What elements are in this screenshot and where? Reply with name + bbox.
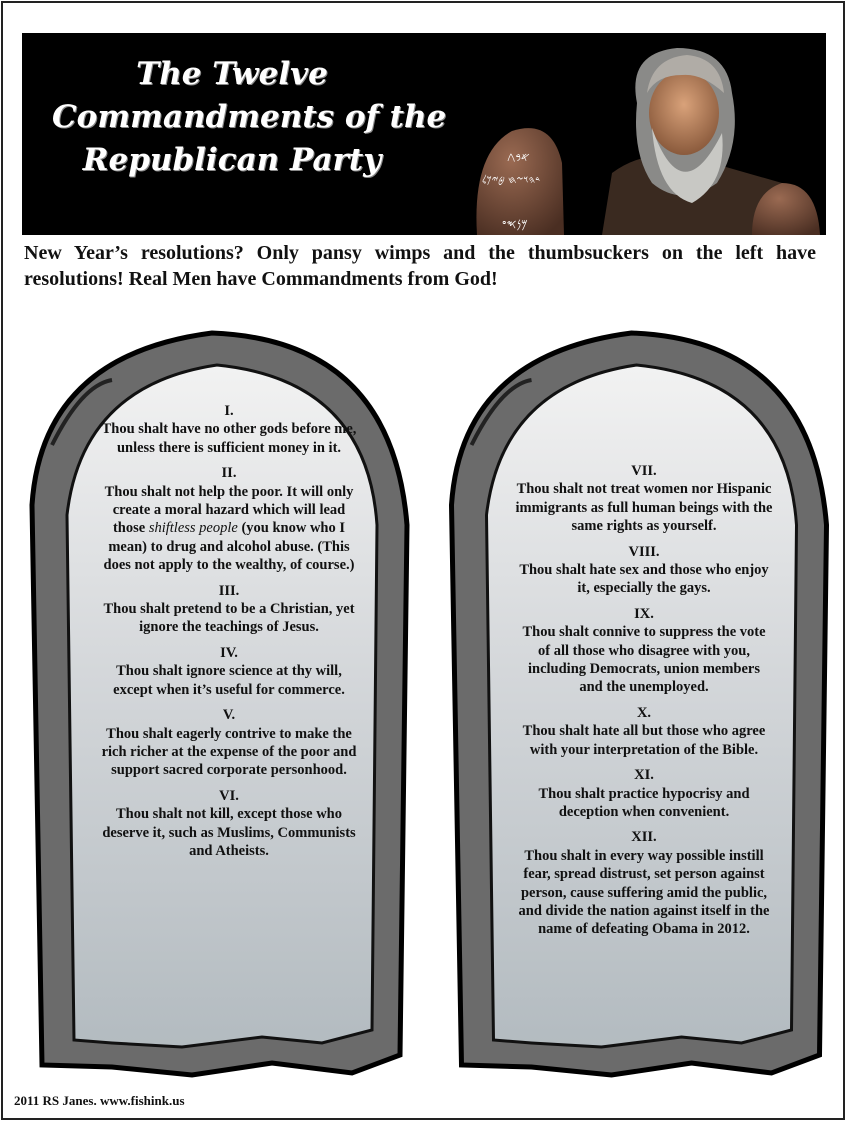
header-banner [22,33,826,235]
moses-illustration [452,33,826,235]
commandment-numeral: IX. [634,605,654,622]
commandment [515,462,773,536]
commandment [100,464,358,574]
commandment [515,605,773,697]
credit-line: 2011 RS Janes. www.fishink.us [14,1093,185,1108]
right-tablet-text [515,462,773,946]
title-line: The Twelve [136,56,328,92]
title-line: Republican Party [82,142,382,178]
commandment-text: Thou shalt not kill, except those who deserve it, such as Muslims, Communists and Atheists. [102,806,356,859]
commandment-text: Thou shalt ignore science at thy will, except when it’s useful for commerce. [113,663,345,698]
commandment-italic-text: shiftless people [148,520,238,537]
commandment-numeral: III. [218,582,240,599]
commandment [100,706,358,780]
commandment-numeral: IV. [220,644,238,661]
commandment-text: Thou shalt not treat women nor Hispanic immigrants as full human beings with the same rights as yourself. [515,481,773,535]
commandment [515,766,773,821]
commandment-text: Thou shalt not help the poor. It will only create a moral hazard which will lead those [104,483,354,537]
commandment [100,787,358,861]
commandment-text: Thou shalt eagerly contrive to make the rich richer at the expense of the poor and support sacred corporate personhood. [101,725,357,779]
tablet-glyphs: 𐤃𐤄𐤅𐤆𐤇 𐤈𐤉𐤊𐤋 [482,175,541,186]
commandment-numeral: VI. [219,787,239,804]
commandment-numeral: II. [221,465,237,482]
tablet-glyphs: 𐤀𐤁𐤂 [507,150,530,164]
commandment-text: Thou shalt pretend to be a Christian, yet ignore the teachings of Jesus. [103,601,355,636]
commandment [515,828,773,938]
commandment-text: Thou shalt practice hypocrisy and deception when convenient. [538,785,750,820]
title-line: Commandments of the [52,99,447,135]
commandment-text: Thou shalt hate all but those who agree with your interpretation of the Bible. [522,723,766,758]
commandment-text: Thou shalt in every way possible instill fear, spread distrust, set person against person, cause suffering amid the public, and divide the nation against itself in the name of defeating Obama in 2012. [518,847,770,938]
commandment-numeral: X. [636,704,652,721]
commandment [100,644,358,699]
commandment-text: (you know who I mean) to drug and alcohol abuse. (This does not apply to the wealthy, of course.) [103,520,355,574]
commandment-numeral: V. [222,707,236,724]
commandment [100,402,358,457]
commandment-numeral: VII. [631,463,657,479]
commandment [100,582,358,637]
commandment-numeral: XII. [631,829,657,846]
tablet-glyphs: 𐤌𐤍𐤎𐤏 [502,217,528,231]
commandment-numeral: VIII. [628,543,660,560]
commandment-numeral: I. [224,403,234,419]
commandment-numeral: XI. [634,767,654,784]
page-title [52,53,447,182]
commandment [515,543,773,598]
left-tablet-text [100,402,358,867]
intro-text: New Year’s resolutions? Only pansy wimps and the thumbsuckers on the left have resolutions! Real Men have Commandments from God! [24,242,816,290]
commandment-text: Thou shalt connive to suppress the vote of all those who disagree with you, including Democrats, union members and the unemployed. [522,624,766,696]
commandment-text: Thou shalt hate sex and those who enjoy it, especially the gays. [519,562,769,597]
commandment-text: Thou shalt have no other gods before me, unless there is sufficient money in it. [101,421,357,456]
commandment [515,704,773,759]
